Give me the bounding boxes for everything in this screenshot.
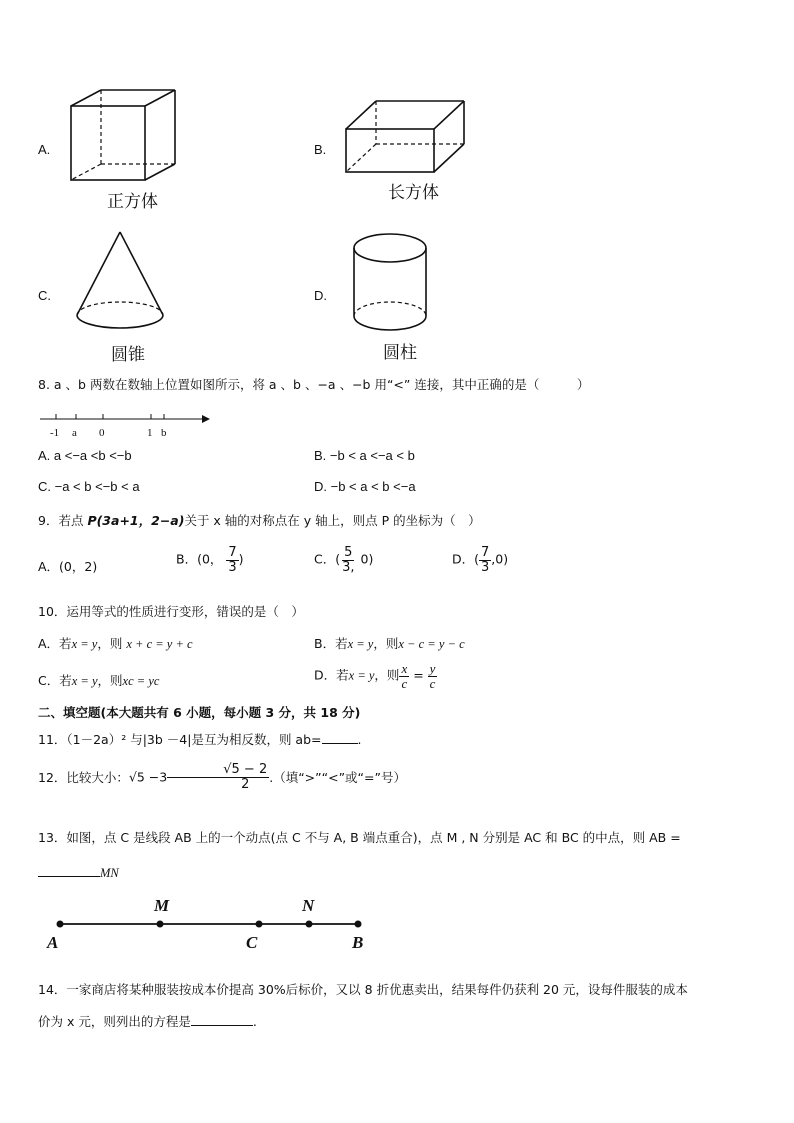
q10-option-c	[38, 671, 159, 689]
denominator: c	[429, 675, 436, 691]
result: x + c = y + c	[126, 637, 193, 651]
q9-option-d	[452, 546, 508, 574]
answer-blank[interactable]	[322, 743, 358, 744]
option-prefix: D．若	[314, 667, 349, 683]
condition: x = y	[71, 637, 98, 651]
q9-b-post: )	[238, 551, 244, 567]
option-letter: D.	[314, 288, 327, 303]
q10-option-d	[314, 662, 437, 690]
q10-option-a	[38, 634, 193, 652]
denominator: 3,	[342, 559, 355, 575]
fraction	[399, 662, 409, 690]
answer-blank[interactable]	[38, 876, 100, 877]
option-prefix: C．若	[38, 673, 72, 688]
fraction	[340, 546, 356, 574]
q8-option-d: D. −b < a < b <−a	[314, 479, 416, 494]
cube-figure	[66, 88, 186, 188]
q9-b-pre: B．(0，	[176, 551, 223, 567]
axis-label-b: b	[161, 427, 167, 439]
point-label-m: M	[154, 896, 170, 915]
q9-stem-post: 关于 x 轴的对称点在 y 轴上，则点 P 的坐标为（ ）	[184, 513, 481, 528]
q14-line1: 14．一家商店将某种服装按成本价提高 30%后标价，又以 8 折优惠卖出，结果每件仍获利 20 元，设每件服装的成本	[38, 982, 688, 997]
then-word: ，则	[373, 636, 399, 651]
point-label-c: C	[246, 933, 258, 952]
point-label-n: N	[302, 896, 315, 915]
result: xc = yc	[122, 674, 160, 688]
q8-option-b: B. −b < a <−a < b	[314, 448, 415, 463]
axis-label-1: 1	[147, 427, 153, 439]
point-label-b: B	[352, 933, 364, 952]
condition: x = y	[71, 674, 98, 688]
denominator: c	[401, 675, 408, 691]
q12-post: .（填“>”“<”或“=”号）	[269, 770, 406, 786]
axis-label-a: a	[72, 427, 77, 439]
q9-stem-pre: 9．若点	[38, 513, 88, 528]
option-prefix: A．若	[38, 636, 72, 651]
option-letter: B.	[314, 142, 327, 157]
q13-mn: MN	[100, 866, 119, 880]
number-line	[36, 410, 216, 442]
denominator: 3	[228, 559, 237, 575]
q8-option-c: C. −a < b <−b < a	[38, 479, 140, 494]
condition: x = y	[347, 637, 374, 651]
q8-stem: 8. a 、b 两数在数轴上位置如图所示，将 a 、b 、−a 、−b 用“<” 连接，其中正确的是（ ）	[38, 377, 590, 392]
option-letter: A.	[38, 142, 51, 157]
q13-line2	[38, 865, 119, 881]
point-label-a: A	[47, 933, 59, 952]
axis-label-0: 0	[99, 427, 105, 439]
numerator: 7	[228, 545, 237, 560]
cone-figure	[70, 228, 170, 338]
fraction	[221, 763, 269, 791]
then-word: ，则	[97, 636, 123, 651]
numerator: 7	[481, 545, 490, 560]
fraction	[226, 546, 238, 574]
result: x − c = y − c	[398, 637, 465, 651]
q9-option-a: A．(0，2)	[38, 559, 98, 574]
q9-option-b	[176, 546, 244, 574]
q14-end: .	[252, 1014, 257, 1029]
q9-c-pre: C．(	[314, 551, 341, 567]
answer-blank[interactable]	[191, 1025, 253, 1026]
q8-option-a: A. a <−a <b <−b	[38, 448, 132, 463]
condition: x = y	[348, 668, 375, 683]
q9-d-pre: D．(	[452, 551, 480, 567]
equals-sign: =	[413, 667, 424, 683]
fraction	[479, 546, 491, 574]
q12	[38, 763, 406, 791]
q10-option-b	[314, 634, 465, 652]
q14-line2	[38, 1012, 257, 1030]
numerator: x	[401, 661, 408, 676]
q12-pre: 12．比较大小：	[38, 770, 129, 786]
then-word: ，则	[97, 673, 123, 688]
denominator: 3	[481, 559, 490, 575]
q13-line1: 13．如图，点 C 是线段 AB 上的一个动点(点 C 不与 A, B 端点重合)，点 M , N 分别是 AC 和 BC 的中点，则 AB =	[38, 830, 681, 845]
q11-end: .	[357, 732, 362, 747]
figure-caption: 圆锥	[111, 345, 145, 365]
then-word: ，则	[374, 667, 400, 683]
denominator: 2	[241, 776, 250, 792]
figure-caption: 长方体	[388, 183, 439, 203]
cuboid-figure	[342, 98, 472, 178]
option-prefix: B．若	[314, 636, 348, 651]
q9-d-post: ,0)	[491, 551, 509, 567]
q10-stem: 10．运用等式的性质进行变形，错误的是（ ）	[38, 604, 304, 619]
q14-text: 价为 x 元，则列出的方程是	[38, 1014, 191, 1029]
numerator: 5	[344, 545, 353, 560]
q9-c-post: 0)	[356, 551, 374, 567]
figure-caption: 正方体	[107, 192, 158, 212]
segment-figure	[40, 892, 380, 954]
axis-label-neg1: -1	[50, 427, 60, 439]
q11	[38, 730, 361, 748]
cylinder-figure	[350, 228, 432, 338]
q11-text: 11．（1－2a）² 与|3b －4|是互为相反数，则 ab=	[38, 732, 322, 747]
q9-option-c	[314, 546, 373, 574]
q9-point: P(3a+1，2−a)	[87, 513, 185, 528]
q9-stem	[38, 511, 481, 529]
section-heading: 二、填空题(本大题共有 6 小题，每小题 3 分，共 18 分)	[38, 705, 361, 720]
answer-blank[interactable]	[167, 777, 221, 778]
q12-lhs: √5 −3	[128, 769, 168, 785]
numerator: y	[429, 661, 436, 676]
numerator: √5 − 2	[223, 762, 268, 777]
figure-caption: 圆柱	[383, 343, 417, 363]
option-letter: C.	[38, 288, 51, 303]
fraction	[428, 662, 438, 690]
